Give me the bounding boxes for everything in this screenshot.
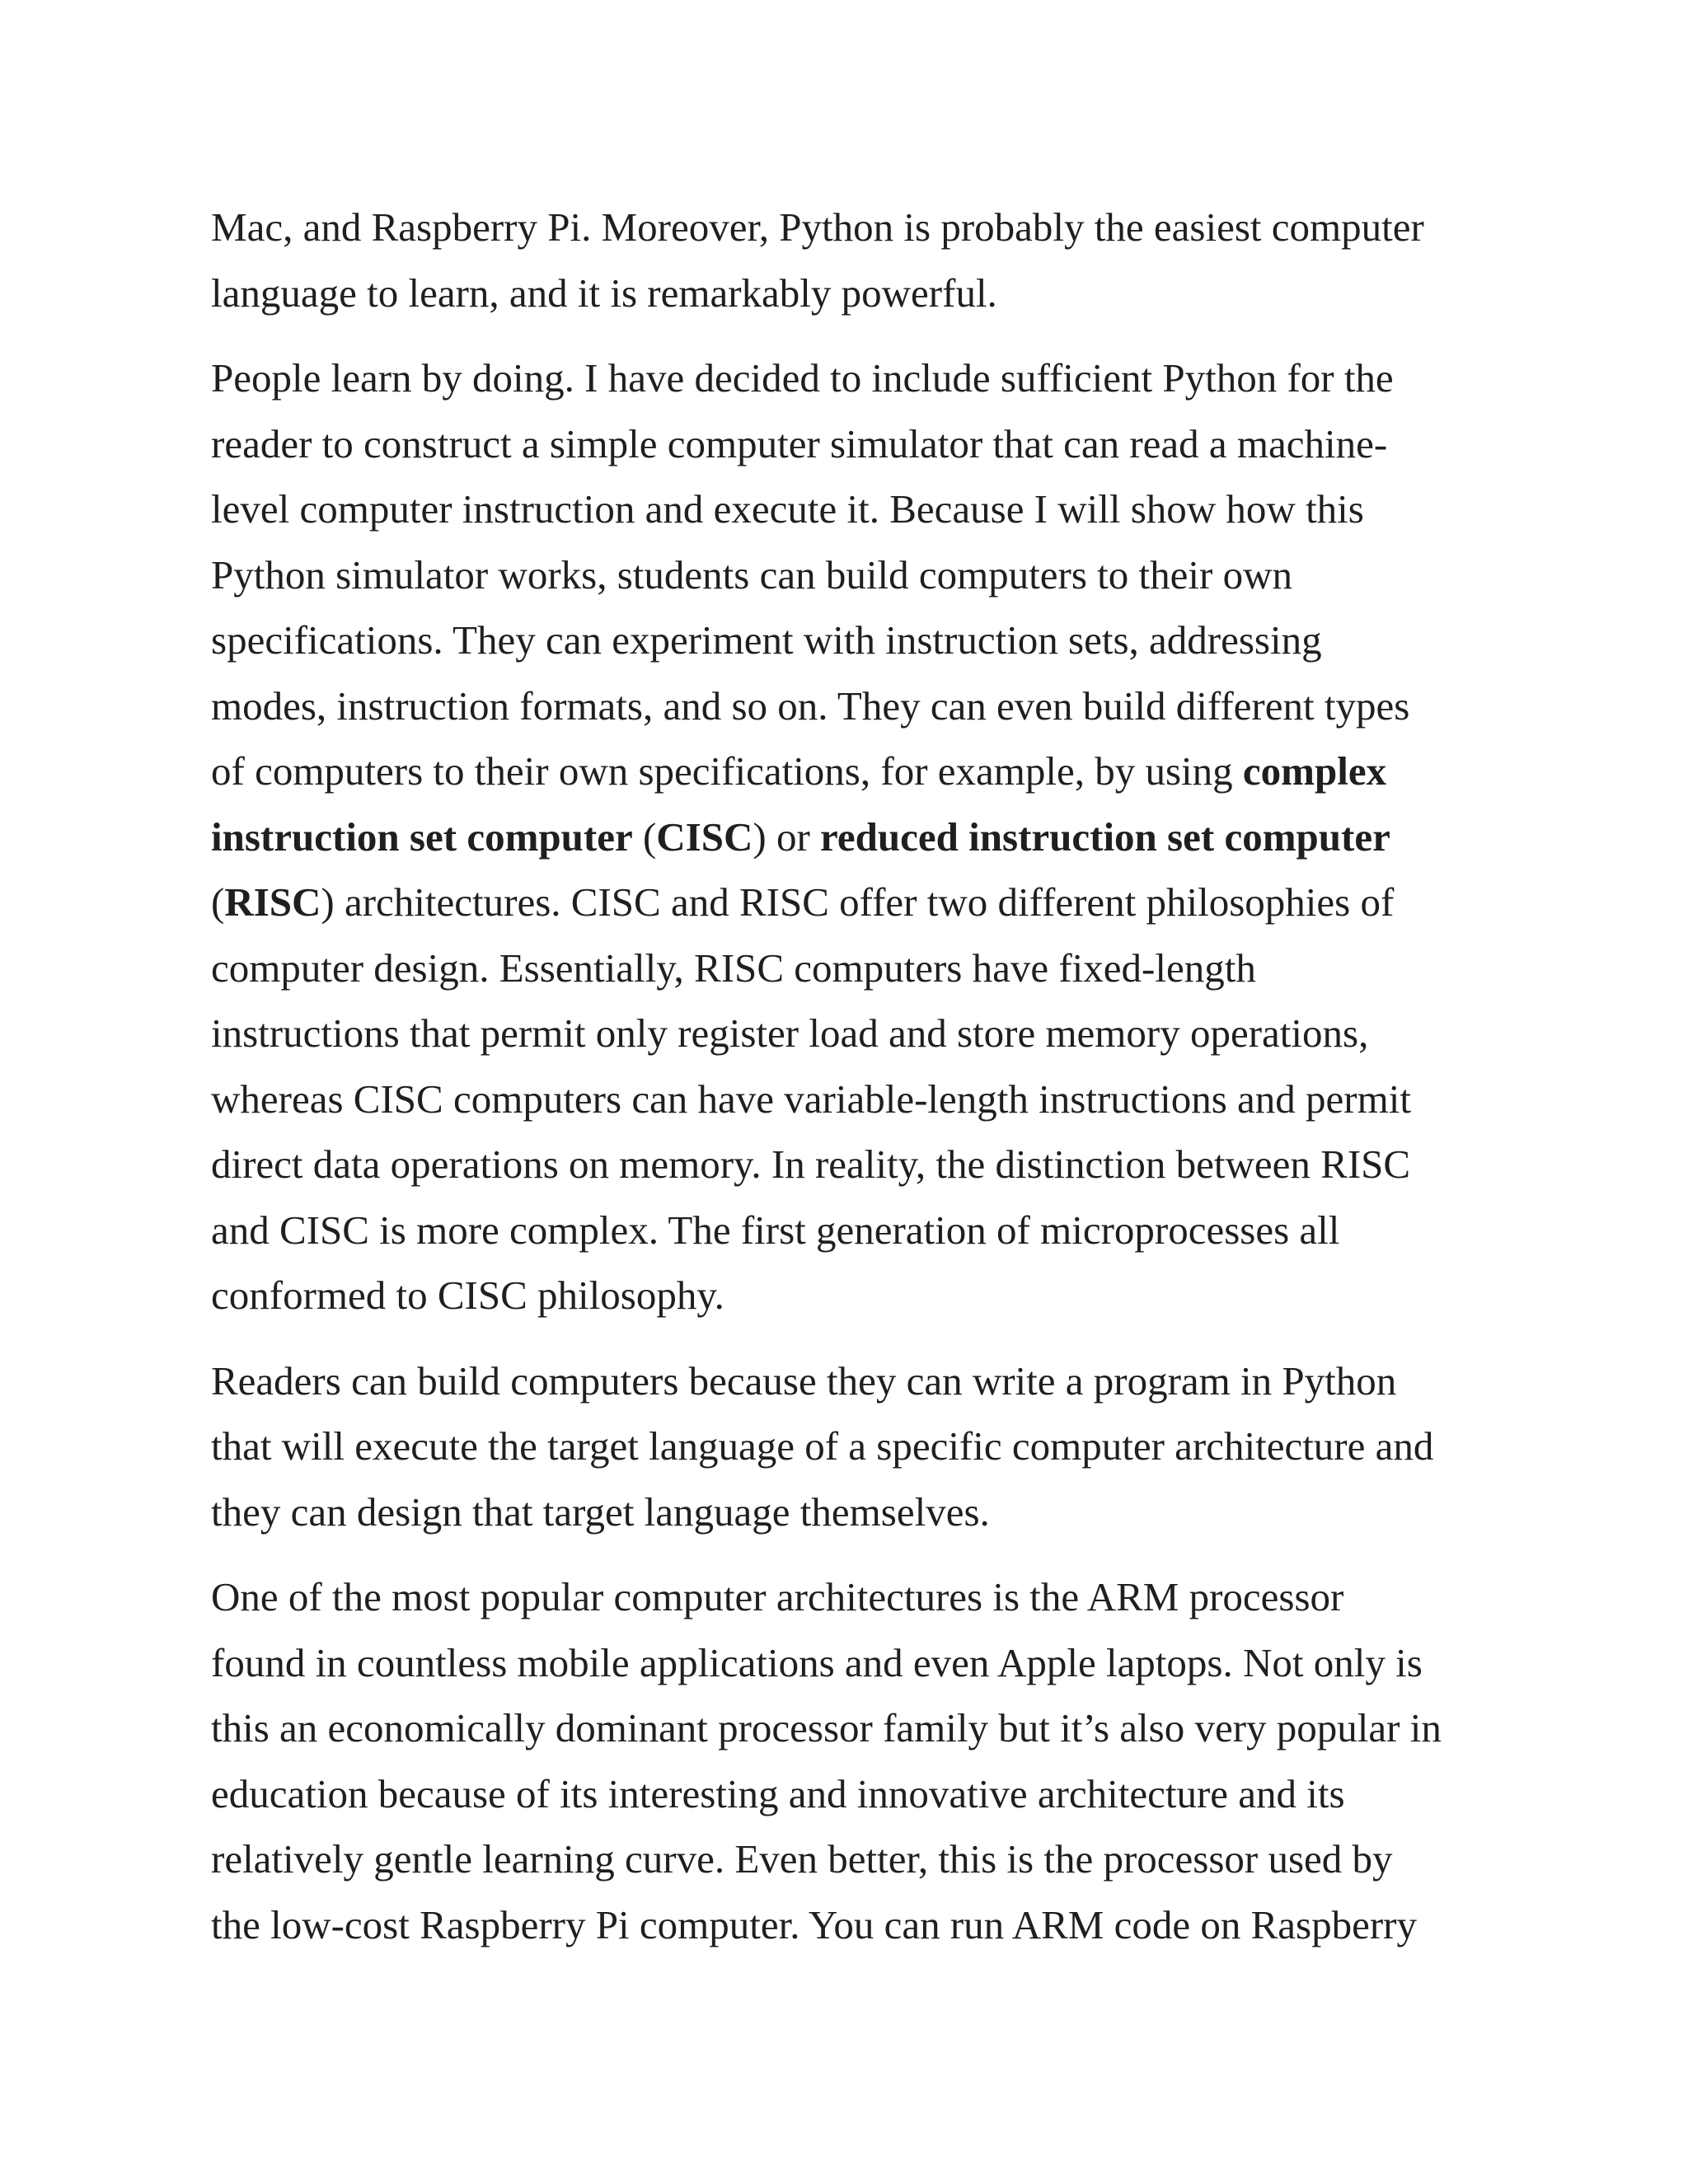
text-line: (RISC) architectures. CISC and RISC offer two different philosophies of [211, 879, 1395, 925]
text-line: modes, instruction formats, and so on. They can even build different types [211, 682, 1410, 729]
text-line: direct data operations on memory. In reality, the distinction between RISC [211, 1141, 1411, 1187]
text-line: of computers to their own specifications, for example, by using complex [211, 748, 1387, 794]
text-line: education because of its interesting and innovative architecture and its [211, 1770, 1345, 1816]
text-line: the low-cost Raspberry Pi computer. You can run ARM code on Raspberry [211, 1901, 1417, 1947]
text-line: level computer instruction and execute it. Because I will show how this [211, 486, 1364, 532]
bold-term-reduced-instruction-set-computer: reduced instruction set computer [820, 813, 1390, 860]
text-line: specifications. They can experiment with instruction sets, addressing [211, 617, 1322, 663]
text-line: reader to construct a simple computer simulator that can read a machine- [211, 420, 1388, 466]
paragraph-learn-by-doing [211, 345, 1480, 1329]
text-line: they can design that target language themselves. [211, 1488, 990, 1535]
text-line: One of the most popular computer architectures is the ARM processor [211, 1574, 1344, 1619]
text-line: Readers can build computers because they can write a program in Python [211, 1357, 1397, 1404]
bold-term-risc: RISC [224, 879, 321, 925]
bold-term-complex: complex [1242, 748, 1387, 794]
text-line: computer design. Essentially, RISC computers have fixed-length [211, 944, 1256, 991]
bold-term-instruction-set-computer: instruction set computer [211, 813, 633, 860]
text-line: relatively gentle learning curve. Even better, this is the processor used by [211, 1836, 1393, 1882]
text-line: language to learn, and it is remarkably powerful. [211, 269, 997, 316]
paragraph-readers-build-computers [211, 1348, 1480, 1545]
text-line: whereas CISC computers can have variable-length instructions and permit [211, 1076, 1411, 1122]
text-line: conformed to CISC philosophy. [211, 1272, 724, 1318]
text-line: that will execute the target language of a specific computer architecture and [211, 1423, 1434, 1469]
text-line: People learn by doing. I have decided to include sufficient Python for the [211, 355, 1394, 401]
text-line: instructions that permit only register load and store memory operations, [211, 1010, 1369, 1056]
text-line: found in countless mobile applications and even Apple laptops. Not only is [211, 1639, 1423, 1685]
bold-term-cisc: CISC [656, 813, 753, 860]
paragraph-arm-processor [211, 1564, 1480, 1957]
text-line: Mac, and Raspberry Pi. Moreover, Python is probably the easiest computer [211, 204, 1424, 250]
text-line: instruction set computer (CISC) or reduced instruction set computer [211, 813, 1390, 860]
paragraph-python-intro [211, 194, 1480, 326]
text-line: this an economically dominant processor family but it’s also very popular in [211, 1705, 1442, 1750]
body-text [211, 194, 1480, 1977]
text-line: and CISC is more complex. The first generation of microprocesses all [211, 1207, 1340, 1253]
text-line: Python simulator works, students can build computers to their own [211, 551, 1292, 598]
